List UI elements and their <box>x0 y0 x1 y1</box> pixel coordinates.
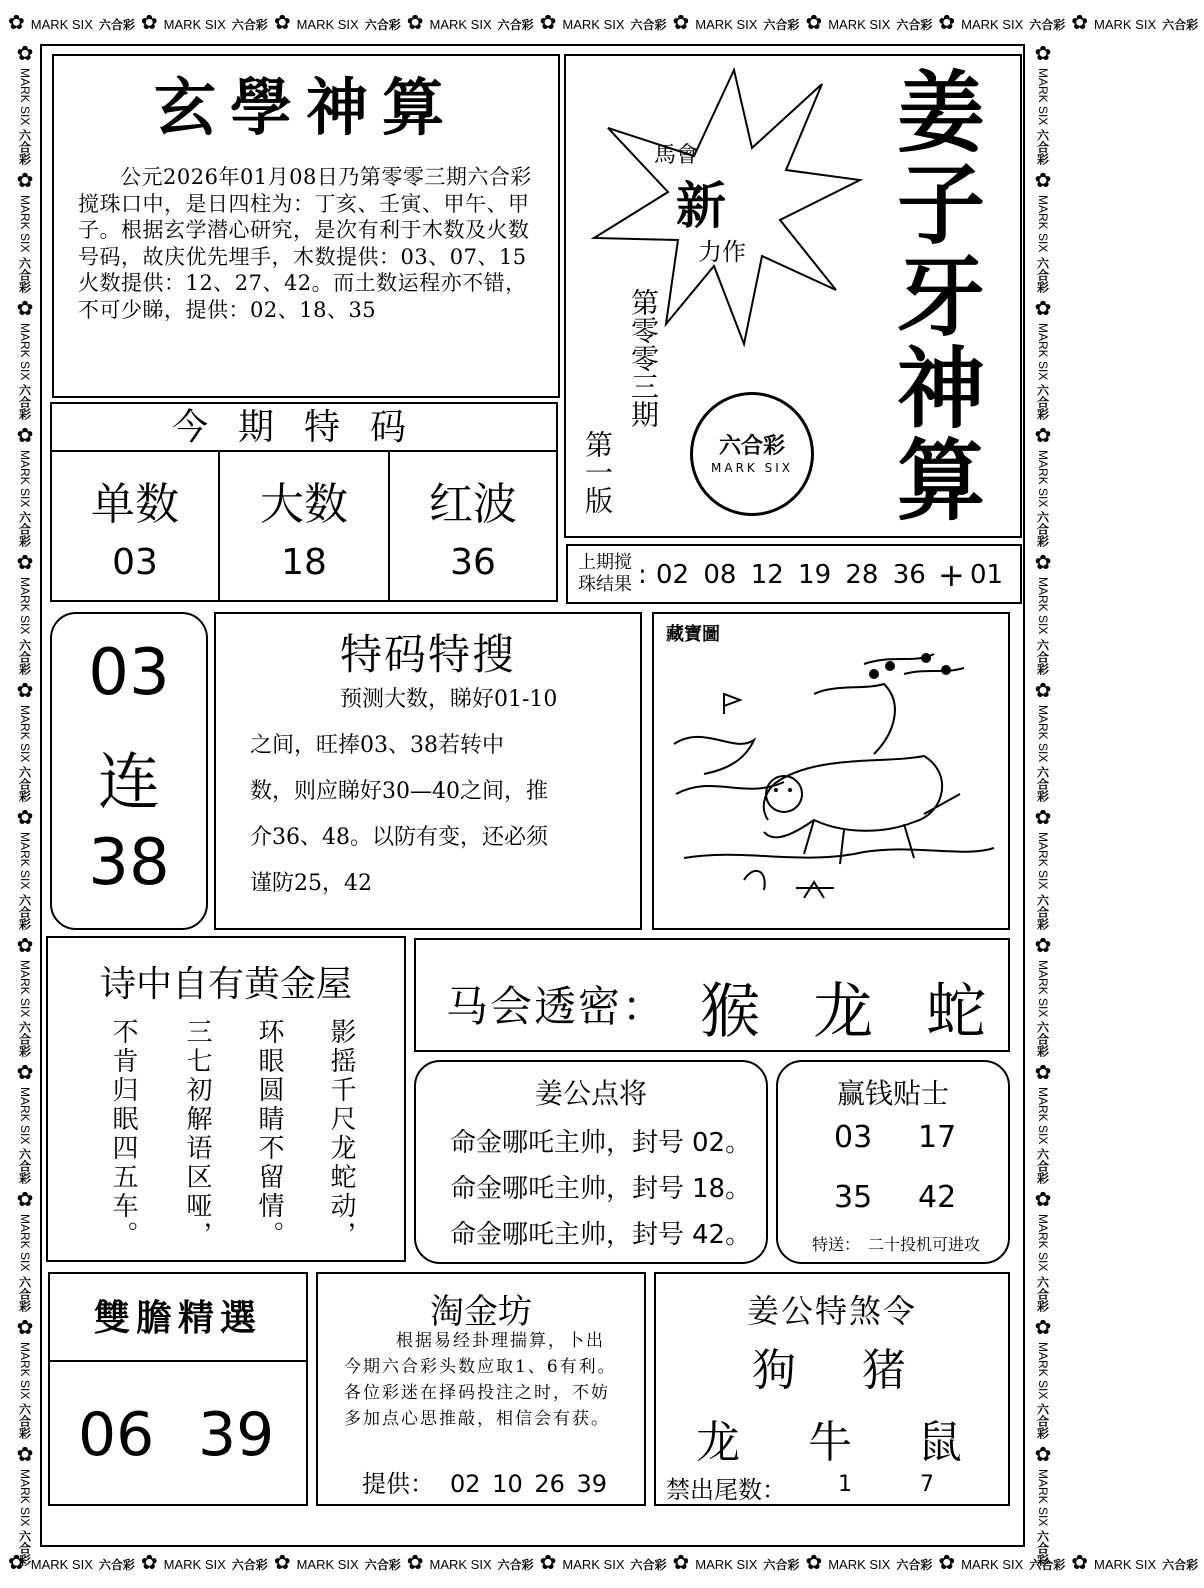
border-logo: 六合彩 <box>1035 1530 1050 1567</box>
flower-icon: ✿ <box>140 1552 158 1574</box>
flower-icon: ✿ <box>1034 934 1052 957</box>
border-text: MARK SIX <box>429 1557 492 1572</box>
double-pick-title: 雙膽精選 <box>50 1274 306 1362</box>
flower-icon: ✿ <box>1034 807 1052 830</box>
sha-ling-ban-label: 禁出尾数： <box>666 1476 786 1504</box>
mark-six-logo-cn: 六合彩 <box>718 433 785 459</box>
border-pattern-unit <box>1035 171 1052 292</box>
today-special-value: 03 <box>112 542 158 583</box>
border-logo: 六合彩 <box>1035 1275 1050 1312</box>
today-special-header: 今期特码 <box>52 404 556 452</box>
border-logo: 六合彩 <box>630 1558 667 1572</box>
border-text: MARK SIX <box>562 1557 625 1572</box>
flower-icon: ✿ <box>16 297 34 320</box>
jiang-points-number: 42。 <box>692 1220 752 1250</box>
border-pattern-unit <box>17 44 34 165</box>
border-text: MARK SIX <box>30 1557 93 1572</box>
flower-icon: ✿ <box>16 1316 34 1339</box>
flower-icon: ✿ <box>16 425 34 448</box>
tiger-drawing <box>664 644 1000 924</box>
border-logo: 六合彩 <box>1029 18 1066 32</box>
border-pattern-unit <box>1035 1063 1052 1184</box>
border-logo: 六合彩 <box>896 18 933 32</box>
today-special-label: 大数 <box>260 479 348 530</box>
border-text: MARK SIX <box>18 832 32 890</box>
border-text: MARK SIX <box>695 1557 758 1572</box>
border-pattern-unit <box>1035 1445 1052 1566</box>
border-logo: 六合彩 <box>1035 638 1050 675</box>
border-text: MARK SIX <box>18 1468 32 1527</box>
masthead-panel <box>564 54 1022 538</box>
border-text: MARK SIX <box>18 322 32 381</box>
border-logo: 六合彩 <box>1035 384 1050 421</box>
border-logo: 六合彩 <box>1035 1148 1050 1185</box>
flower-icon: ✿ <box>1034 1316 1052 1339</box>
sha-ling-panel <box>654 1272 1010 1506</box>
border-text: MARK SIX <box>18 450 32 508</box>
border-logo: 六合彩 <box>17 511 32 548</box>
win-tips-number: 03 <box>834 1120 873 1155</box>
flower-icon: ✿ <box>805 1552 823 1574</box>
border-logo: 六合彩 <box>1035 129 1050 166</box>
border-logo: 六合彩 <box>1029 1558 1066 1572</box>
border-text: MARK SIX <box>1036 832 1050 890</box>
border-pattern-unit <box>141 10 268 40</box>
border-pattern-unit <box>407 1550 534 1580</box>
border-text: MARK SIX <box>1036 959 1050 1017</box>
jiang-points-text: 命金哪吒主帅，封号 <box>450 1220 685 1250</box>
flower-icon: ✿ <box>1071 12 1089 34</box>
win-tips-number: 42 <box>918 1180 957 1215</box>
today-special-col <box>52 452 220 600</box>
border-logo: 六合彩 <box>17 766 32 803</box>
star-center-text: 新 <box>676 176 726 235</box>
border-logo: 六合彩 <box>1035 1020 1050 1057</box>
lian-top-number: 03 <box>88 636 170 710</box>
edition-label: 第一版 <box>581 430 614 514</box>
border-pattern-unit <box>1035 1318 1052 1439</box>
flower-icon: ✿ <box>140 12 158 34</box>
border-logo: 六合彩 <box>98 1558 135 1572</box>
border-logo: 六合彩 <box>17 893 32 930</box>
win-tips-title: 赢钱贴士 <box>836 1077 949 1110</box>
border-text: MARK SIX <box>828 17 891 32</box>
last-draw-panel <box>566 544 1022 604</box>
border-text: MARK SIX <box>1036 68 1050 126</box>
flower-icon: ✿ <box>16 1189 34 1212</box>
border-text: MARK SIX <box>961 1557 1024 1572</box>
double-pick-number: 06 <box>78 1400 155 1470</box>
double-pick-number: 39 <box>198 1400 275 1470</box>
border-logo: 六合彩 <box>1035 1402 1050 1439</box>
win-tips-number: 17 <box>918 1120 957 1155</box>
hk-secret-label: 马会透密： <box>446 982 667 1031</box>
jiang-points-title: 姜公点将 <box>534 1077 647 1110</box>
border-text: MARK SIX <box>18 1214 32 1272</box>
last-draw-numbers: 02 08 12 19 28 36 <box>656 560 926 590</box>
special-search-line: 数，则应睇好30—40之间，推 <box>250 779 548 804</box>
border-logo: 六合彩 <box>17 384 32 421</box>
border-logo: 六合彩 <box>1035 256 1050 293</box>
poem-column: 不肯归眠四五车。 <box>108 1018 138 1250</box>
border-text: MARK SIX <box>1036 1341 1050 1399</box>
poem-panel <box>46 936 406 1262</box>
flower-icon: ✿ <box>539 12 557 34</box>
mark-six-logo-en: MARK SIX <box>711 461 793 475</box>
win-tips-note-text: 二十投机可进攻 <box>868 1235 981 1254</box>
jiang-points-line <box>450 1168 751 1205</box>
sha-ling-title: 姜公特煞令 <box>746 1292 917 1330</box>
border-pattern-unit <box>1035 426 1052 547</box>
border-logo: 六合彩 <box>497 1558 534 1572</box>
mark-six-logo <box>690 392 814 516</box>
special-search-line: 谨防25，42 <box>250 871 372 896</box>
border-logo: 六合彩 <box>17 1148 32 1185</box>
border-logo: 六合彩 <box>17 638 32 675</box>
flower-icon: ✿ <box>16 1443 34 1466</box>
jiang-points-line <box>450 1214 751 1251</box>
border-logo: 六合彩 <box>763 18 800 32</box>
border-text: MARK SIX <box>562 17 625 32</box>
jiang-points-panel <box>414 1060 768 1264</box>
border-text: MARK SIX <box>1094 1557 1157 1572</box>
flower-icon: ✿ <box>805 12 823 34</box>
star-bottom-text: 力作 <box>698 238 746 266</box>
border-pattern-unit <box>938 10 1065 40</box>
xuanxue-panel <box>52 54 560 398</box>
taojin-panel <box>316 1272 646 1506</box>
flower-icon: ✿ <box>1034 1443 1052 1466</box>
taojin-body: 根据易经卦理揣算，卜出今期六合彩头数应取1、6有利。各位彩迷在择码投注之时，不妨多加点心思推敲，相信会有获。 <box>344 1331 617 1429</box>
flower-icon: ✿ <box>1034 43 1052 65</box>
border-pattern-unit <box>1035 808 1052 929</box>
today-special-value: 36 <box>450 542 496 583</box>
lian-panel <box>50 612 208 930</box>
last-draw-plus: + <box>938 556 965 594</box>
border-pattern-unit <box>274 1550 401 1580</box>
sha-ling-animal: 龙 <box>696 1417 740 1468</box>
special-search-line: 之间，旺捧03、38若转中 <box>250 733 504 758</box>
border-pattern-unit <box>274 10 401 40</box>
border-text: MARK SIX <box>1036 704 1050 763</box>
sha-ling-animal: 猪 <box>862 1345 906 1396</box>
border-pattern-unit <box>17 426 34 547</box>
taojin-title: 淘金坊 <box>430 1292 532 1332</box>
border-text: MARK SIX <box>18 68 32 126</box>
border-pattern-unit <box>17 1318 34 1439</box>
flower-icon: ✿ <box>1034 1189 1052 1212</box>
border-pattern-unit <box>1035 1190 1052 1311</box>
win-tips-number: 35 <box>834 1180 873 1215</box>
border-text: MARK SIX <box>828 1557 891 1572</box>
taojin-provide-numbers: 02 10 26 39 <box>450 1470 608 1498</box>
flower-icon: ✿ <box>406 12 424 34</box>
border-pattern-unit <box>1035 44 1052 165</box>
border-logo: 六合彩 <box>17 1275 32 1312</box>
win-tips-note-label: 特送： <box>812 1235 861 1254</box>
poem-column: 环眼圆睛不留情。 <box>254 1018 284 1250</box>
flower-icon: ✿ <box>16 1061 34 1084</box>
today-special-value: 18 <box>281 542 327 583</box>
xuanxue-body: 公元2026年01月08日乃第零零三期六合彩搅珠口中，是日四柱为：丁亥、壬寅、甲午、甲子。根据玄学潜心研究，是次有利于木数及火数号码，故庆优先埋手，木数提供：03、07、15火数提供：12、27、42。而土数运程亦不错，不可少睇，提供：02、18、35 <box>78 165 532 322</box>
border-pattern-unit <box>17 936 34 1057</box>
border-text: MARK SIX <box>1036 1214 1050 1272</box>
poem-column: 三七初解语区哑， <box>182 1018 212 1250</box>
border-pattern-unit <box>1071 1550 1198 1580</box>
border-text: MARK SIX <box>18 1086 32 1145</box>
flower-icon: ✿ <box>1034 1061 1052 1084</box>
border-pattern-unit <box>805 10 932 40</box>
special-search-line: 预测大数，睇好01-10 <box>340 687 558 712</box>
border-pattern-unit <box>540 10 667 40</box>
today-special-col <box>390 452 556 600</box>
border-pattern-unit <box>17 553 34 674</box>
border-logo: 六合彩 <box>1035 766 1050 803</box>
border-logo: 六合彩 <box>1035 511 1050 548</box>
poem-column: 影摇千尺龙蛇动， <box>326 1018 356 1250</box>
flower-icon: ✿ <box>273 1552 291 1574</box>
jiang-points-text: 命金哪吒主帅，封号 <box>450 1128 685 1158</box>
border-pattern-unit <box>805 1550 932 1580</box>
border-logo: 六合彩 <box>17 256 32 293</box>
border-pattern-unit <box>1035 936 1052 1057</box>
last-draw-colon: : <box>638 560 647 590</box>
border-pattern-unit <box>141 1550 268 1580</box>
border-text: MARK SIX <box>163 17 226 32</box>
border-text: MARK SIX <box>961 17 1024 32</box>
border-pattern-unit <box>540 1550 667 1580</box>
today-special-label: 红波 <box>429 479 517 530</box>
flower-icon: ✿ <box>8 12 25 34</box>
border-text: MARK SIX <box>1036 322 1050 381</box>
border-logo: 六合彩 <box>1035 893 1050 930</box>
border-text: MARK SIX <box>1036 577 1050 635</box>
border-logo: 六合彩 <box>763 1558 800 1572</box>
flower-icon: ✿ <box>1034 425 1052 448</box>
flower-icon: ✿ <box>16 552 34 575</box>
jiang-points-number: 02。 <box>692 1128 752 1158</box>
flower-icon: ✿ <box>16 43 34 65</box>
border-pattern-unit <box>17 1063 34 1184</box>
border-text: MARK SIX <box>1094 17 1157 32</box>
border-logo: 六合彩 <box>630 18 667 32</box>
border-logo: 六合彩 <box>17 129 32 166</box>
border-text: MARK SIX <box>429 17 492 32</box>
flower-icon: ✿ <box>1071 1552 1089 1574</box>
sha-ling-animal: 狗 <box>752 1345 796 1396</box>
border-pattern-unit <box>1035 299 1052 420</box>
win-tips-note <box>812 1232 980 1255</box>
masthead-title: 姜子牙神算 <box>883 66 987 526</box>
border-text: MARK SIX <box>1036 1468 1050 1527</box>
border-text: MARK SIX <box>1036 450 1050 508</box>
hk-secret-panel <box>414 938 1010 1052</box>
today-special-panel <box>50 402 558 602</box>
border-pattern-unit <box>17 1445 34 1566</box>
border-pattern-unit <box>673 1550 800 1580</box>
today-special-col <box>220 452 390 600</box>
jiang-points-number: 18。 <box>692 1174 752 1204</box>
double-pick-panel <box>48 1272 308 1506</box>
top-border-strip <box>8 10 1199 40</box>
border-logo: 六合彩 <box>17 1402 32 1439</box>
border-text: MARK SIX <box>1036 1086 1050 1145</box>
bottom-border-strip <box>8 1550 1199 1580</box>
flower-icon: ✿ <box>1034 552 1052 575</box>
border-text: MARK SIX <box>695 17 758 32</box>
border-logo: 六合彩 <box>231 1558 268 1572</box>
special-search-line: 介36、48。以防有变，还必须 <box>250 825 548 850</box>
border-logo: 六合彩 <box>17 1530 32 1567</box>
flower-icon: ✿ <box>16 679 34 702</box>
lian-connector: 连 <box>97 745 160 818</box>
today-special-label: 单数 <box>91 479 179 530</box>
border-text: MARK SIX <box>1036 195 1050 253</box>
flower-icon: ✿ <box>273 12 291 34</box>
flower-icon: ✿ <box>938 1552 956 1574</box>
border-text: MARK SIX <box>18 577 32 635</box>
flower-icon: ✿ <box>539 1552 557 1574</box>
border-pattern-unit <box>17 808 34 929</box>
flower-icon: ✿ <box>1034 170 1052 193</box>
flower-icon: ✿ <box>8 1552 25 1574</box>
lian-bottom-number: 38 <box>88 826 170 900</box>
border-text: MARK SIX <box>18 959 32 1017</box>
border-pattern-unit <box>8 10 135 40</box>
border-pattern-unit <box>17 1190 34 1311</box>
jiang-points-text: 命金哪吒主帅，封号 <box>450 1174 685 1204</box>
border-logo: 六合彩 <box>364 18 401 32</box>
last-draw-label-2: 珠结果 <box>578 574 632 595</box>
border-pattern-unit <box>1035 553 1052 674</box>
sha-ling-ban-number: 1 <box>838 1472 852 1497</box>
sha-ling-animal: 牛 <box>808 1417 852 1468</box>
flower-icon: ✿ <box>16 807 34 830</box>
border-text: MARK SIX <box>18 195 32 253</box>
flower-icon: ✿ <box>938 12 956 34</box>
border-text: MARK SIX <box>296 17 359 32</box>
border-logo: 六合彩 <box>364 1558 401 1572</box>
issue-number: 第零零三期 <box>627 288 660 428</box>
flower-icon: ✿ <box>1034 297 1052 320</box>
poem-title: 诗中自有黄金屋 <box>99 964 352 1005</box>
flower-icon: ✿ <box>1034 679 1052 702</box>
special-search-title: 特码特搜 <box>339 630 516 679</box>
border-logo: 六合彩 <box>17 1020 32 1057</box>
right-border-strip <box>1028 43 1058 1567</box>
border-pattern-unit <box>407 10 534 40</box>
border-text: MARK SIX <box>30 17 93 32</box>
sha-ling-ban-number: 7 <box>920 1472 934 1497</box>
border-text: MARK SIX <box>296 1557 359 1572</box>
border-pattern-unit <box>17 681 34 802</box>
last-draw-special: 01 <box>970 560 1004 590</box>
border-pattern-unit <box>673 10 800 40</box>
flower-icon: ✿ <box>672 12 690 34</box>
xuanxue-title: 玄學神算 <box>153 71 458 144</box>
treasure-map-panel <box>652 612 1010 930</box>
treasure-map-title: 藏寶圖 <box>666 624 720 645</box>
border-logo: 六合彩 <box>896 1558 933 1572</box>
last-draw-label-1: 上期搅 <box>578 552 632 573</box>
border-logo: 六合彩 <box>231 18 268 32</box>
win-tips-panel <box>776 1060 1010 1264</box>
left-border-strip <box>10 43 40 1567</box>
sha-ling-animal: 鼠 <box>918 1417 962 1468</box>
special-search-panel <box>214 612 642 930</box>
border-logo: 六合彩 <box>1162 18 1199 32</box>
border-text: MARK SIX <box>18 1341 32 1399</box>
border-pattern-unit <box>17 171 34 292</box>
flower-icon: ✿ <box>406 1552 424 1574</box>
border-text: MARK SIX <box>163 1557 226 1572</box>
jiang-points-line <box>450 1122 751 1159</box>
hk-secret-animals: 猴 龙 蛇 <box>700 977 987 1047</box>
star-top-text: 馬會 <box>654 143 699 168</box>
border-pattern-unit <box>1035 681 1052 802</box>
border-logo: 六合彩 <box>1162 1558 1199 1572</box>
flower-icon: ✿ <box>672 1552 690 1574</box>
border-logo: 六合彩 <box>497 18 534 32</box>
flower-icon: ✿ <box>16 170 34 193</box>
border-pattern-unit <box>17 299 34 420</box>
taojin-provide <box>362 1464 607 1499</box>
border-logo: 六合彩 <box>98 18 135 32</box>
border-text: MARK SIX <box>18 704 32 763</box>
flower-icon: ✿ <box>16 934 34 957</box>
taojin-provide-label: 提供： <box>362 1470 434 1498</box>
border-pattern-unit <box>1071 10 1198 40</box>
